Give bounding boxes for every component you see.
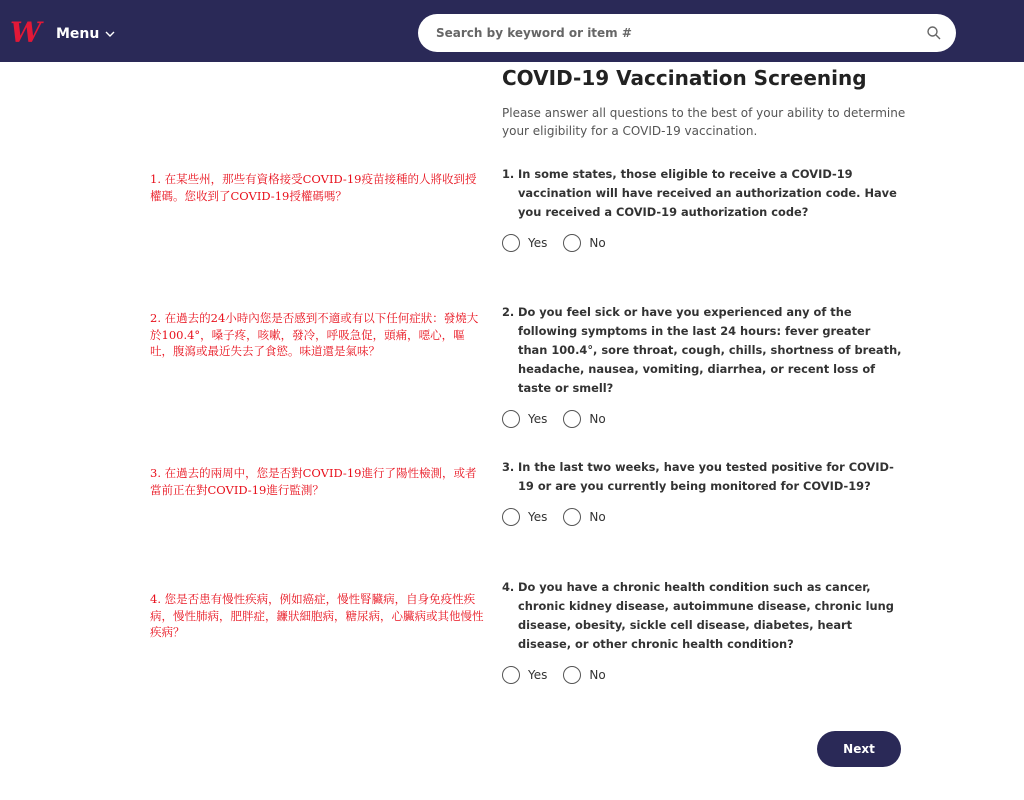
menu-button[interactable]: [56, 22, 115, 46]
question-3-no-radio[interactable]: [563, 508, 581, 526]
question-1-no-option[interactable]: [563, 234, 605, 252]
question-1-number: 1.: [502, 167, 515, 181]
yes-label: Yes: [528, 236, 548, 250]
question-2-yes-option[interactable]: [502, 410, 547, 428]
question-1: [502, 165, 902, 252]
question-3-yes-radio[interactable]: [502, 508, 520, 526]
question-3: [502, 458, 902, 526]
no-label: No: [589, 668, 606, 682]
yes-label: Yes: [528, 412, 548, 426]
no-label: No: [589, 236, 606, 250]
question-1-options: [502, 234, 902, 252]
question-2-options: [502, 410, 902, 428]
question-4-no-radio[interactable]: [563, 666, 581, 684]
question-3-yes-option[interactable]: [502, 508, 547, 526]
question-4-annotation: 4. 您是否患有慢性疾病，例如癌症，慢性腎臟病，自身免疫性疾病，慢性肺病，肥胖症，鐮狀細胞病，糖尿病，心臟病或其他慢性疾病？: [150, 592, 484, 639]
question-1-yes-radio[interactable]: [502, 234, 520, 252]
question-2-yes-radio[interactable]: [502, 410, 520, 428]
question-3-label: In the last two weeks, have you tested positive for COVID-19 or are you currently being monitored for COVID-19?: [518, 460, 894, 493]
top-header: [0, 0, 1024, 62]
page-intro: Please answer all questions to the best of your ability to determine your eligibility for a COVID-19 vaccination.: [502, 106, 906, 138]
no-label: No: [589, 412, 606, 426]
question-3-no-option[interactable]: [563, 508, 605, 526]
search-bar: [418, 14, 956, 52]
no-label: No: [589, 510, 606, 524]
question-2-text: [502, 303, 902, 398]
question-4-options: [502, 666, 902, 684]
search-icon[interactable]: [926, 25, 942, 41]
question-4: [502, 578, 902, 684]
question-4-text: [502, 578, 902, 654]
walgreens-logo-icon[interactable]: W: [10, 16, 42, 49]
question-4-no-option[interactable]: [563, 666, 605, 684]
question-2-no-radio[interactable]: [563, 410, 581, 428]
question-3-text: [502, 458, 902, 496]
question-1-yes-option[interactable]: [502, 234, 547, 252]
question-3-options: [502, 508, 902, 526]
question-3-number: 3.: [502, 460, 515, 474]
question-1-annotation: 1. 在某些州，那些有資格接受COVID-19疫苗接種的人將收到授權碼。您收到了COVID-19授權碼嗎？: [150, 172, 477, 203]
question-4-yes-radio[interactable]: [502, 666, 520, 684]
question-1-no-radio[interactable]: [563, 234, 581, 252]
menu-label: Menu: [56, 26, 100, 42]
question-2-label: Do you feel sick or have you experienced any of the following symptoms in the last 24 hours: fever greater than 100.4°, sore throat, cough, chills, shortness of breath, headache, nausea, vomiting, diarrhea, or recent loss of taste or smell?: [518, 305, 902, 395]
question-2-annotation: 2. 在過去的24小時內您是否感到不適或有以下任何症狀：發燒大於100.4°，嗓子疼，咳嗽，發冷，呼吸急促，頭痛，噁心，嘔吐，腹瀉或最近失去了食慾。味道還是氣味？: [150, 311, 479, 358]
question-3-annotation: 3. 在過去的兩周中，您是否對COVID-19進行了陽性檢測，或者當前正在對COVID-19進行監測？: [150, 466, 477, 497]
yes-label: Yes: [528, 510, 548, 524]
page-title: COVID-19 Vaccination Screening: [502, 66, 867, 90]
chevron-down-icon: [105, 31, 115, 37]
search-input[interactable]: [434, 17, 918, 49]
yes-label: Yes: [528, 668, 548, 682]
question-2: [502, 303, 902, 428]
question-1-label: In some states, those eligible to receive a COVID-19 vaccination will have received an authorization code. Have you received a COVID-19 authorization code?: [518, 167, 897, 219]
question-4-label: Do you have a chronic health condition such as cancer, chronic kidney disease, autoimmune disease, chronic lung disease, obesity, sickle cell disease, diabetes, heart disease, or other chronic health condition?: [518, 580, 894, 651]
question-2-number: 2.: [502, 305, 515, 319]
next-button[interactable]: Next: [817, 731, 901, 767]
question-2-no-option[interactable]: [563, 410, 605, 428]
question-4-number: 4.: [502, 580, 515, 594]
question-1-text: [502, 165, 902, 222]
question-4-yes-option[interactable]: [502, 666, 547, 684]
